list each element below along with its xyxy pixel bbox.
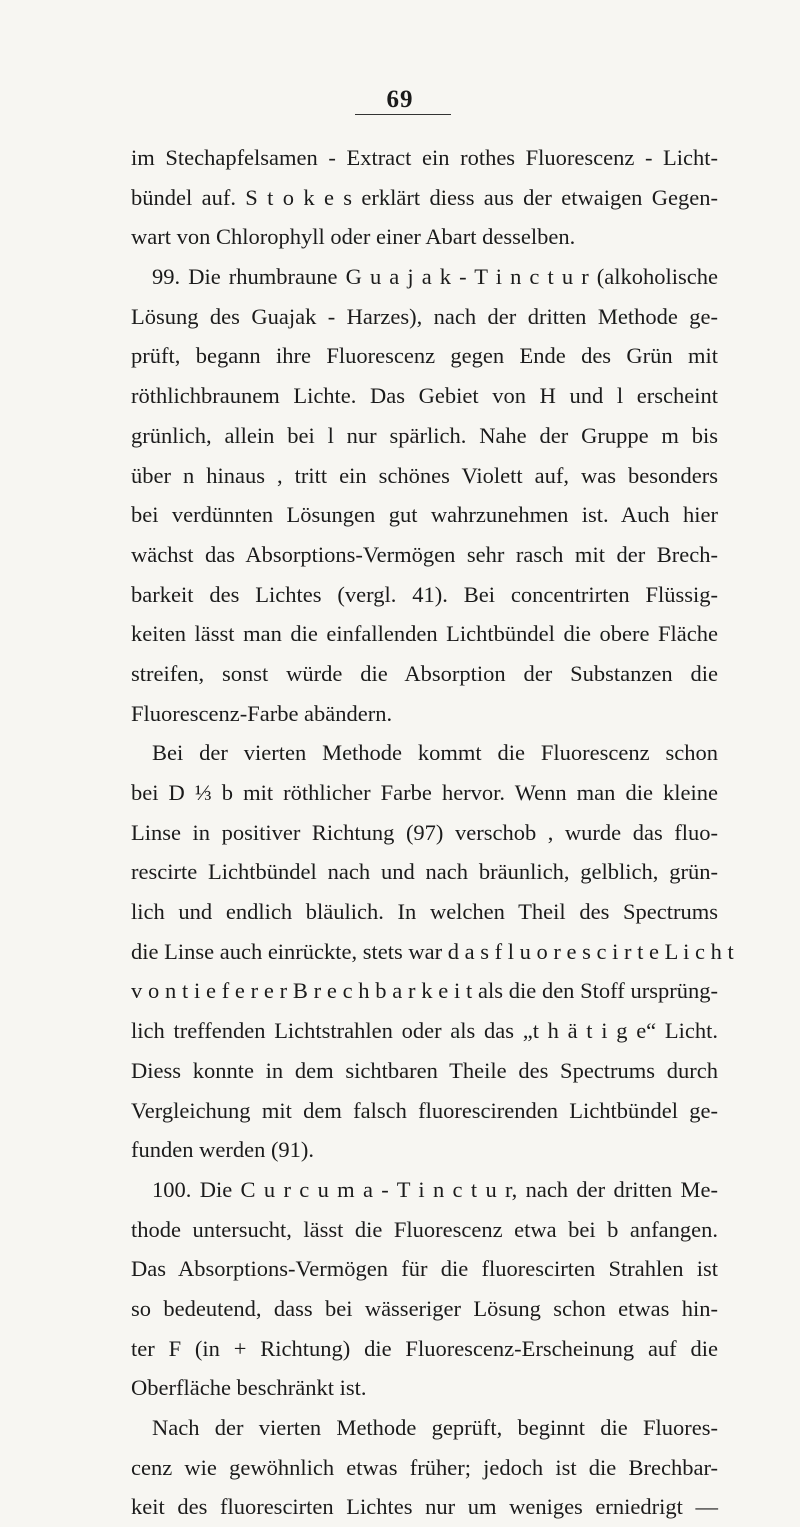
text-line: im Stechapfelsamen - Extract ein rothes Fluorescenz - Licht- [131, 145, 718, 170]
text-line: Oberfläche beschränkt ist. [131, 1375, 367, 1401]
text-line: Lösung des Guajak - Harzes), nach der dritten Methode ge- [131, 303, 718, 329]
text-line: grünlich, allein bei l nur spärlich. Nahe der Gruppe m bis [131, 422, 718, 448]
text-line: keit des fluorescirten Lichtes nur um weniges erniedrigt — [131, 1494, 718, 1520]
text-line: ter F (in + Richtung) die Fluorescenz-Erscheinung auf die [131, 1335, 718, 1361]
section-99-first-line: 99. Die rhumbraune G u a j a k - T i n c t u r (alkoholische [152, 264, 718, 290]
text-line: lich treffenden Lichtstrahlen oder als das „t h ä t i g e“ Licht. [131, 1018, 718, 1044]
text-line: keiten lässt man die einfallenden Lichtbündel die obere Fläche [131, 621, 718, 647]
text-line: über n hinaus , tritt ein schönes Violett auf, was besonders [131, 462, 718, 488]
text-line: lich und endlich bläulich. In welchen Theil des Spectrums [131, 899, 718, 925]
text-line: bei verdünnten Lösungen gut wahrzunehmen ist. Auch hier [131, 502, 718, 528]
text-line: prüft, begann ihre Fluorescenz gegen Ende des Grün mit [131, 343, 718, 369]
section-100-first-line: 100. Die C u r c u m a - T i n c t u r, nach der dritten Me- [152, 1176, 718, 1202]
text-line: thode untersucht, lässt die Fluorescenz etwa bei b anfangen. [131, 1216, 718, 1242]
text-line: die Linse auch einrückte, stets war d a s f l u o r e s c i r t e L i c h t [131, 938, 734, 964]
paragraph-first-line: Nach der vierten Methode geprüft, beginnt die Fluores- [152, 1415, 718, 1440]
text-line: funden werden (91). [131, 1137, 315, 1163]
text-line: Diess konnte in dem sichtbaren Theile des Spectrums durch [131, 1057, 718, 1083]
text-line: Linse in positiver Richtung (97) verschob , wurde das fluo- [131, 819, 718, 845]
text-line: so bedeutend, dass bei wässeriger Lösung schon etwas hin- [131, 1295, 718, 1321]
header-rule [355, 114, 451, 115]
text-line: rescirte Lichtbündel nach und nach bräunlich, gelblich, grün- [131, 859, 718, 885]
text-line: röthlichbraunem Lichte. Das Gebiet von H und l erscheint [131, 383, 718, 409]
text-line: streifen, sonst würde die Absorption der Substanzen die [131, 660, 718, 686]
text-line: Vergleichung mit dem falsch fluorescirenden Lichtbündel ge- [131, 1097, 718, 1123]
paragraph-first-line: Bei der vierten Methode kommt die Fluorescenz schon [152, 740, 718, 766]
body-text [131, 138, 734, 1527]
text-line: Das Absorptions-Vermögen für die fluorescirten Strahlen ist [131, 1256, 718, 1282]
text-line: bei D ⅓ b mit röthlicher Farbe hervor. Wenn man die kleine [131, 780, 718, 805]
page-number: 69 [386, 86, 414, 113]
text-line: bündel auf. S t o k e s erklärt diess aus der etwaigen Gegen- [131, 184, 718, 210]
text-line: cenz wie gewöhnlich etwas früher; jedoch ist die Brechbar- [131, 1454, 718, 1480]
text-line: v o n t i e f e r e r B r e c h b a r k e i t als die den Stoff ursprüng- [131, 978, 718, 1004]
text-line: barkeit des Lichtes (vergl. 41). Bei concentrirten Flüssig- [131, 581, 718, 607]
text-line: wächst das Absorptions-Vermögen sehr rasch mit der Brech- [131, 541, 718, 567]
text-line: wart von Chlorophyll oder einer Abart desselben. [131, 224, 576, 250]
text-line: Fluorescenz-Farbe abändern. [131, 700, 393, 726]
